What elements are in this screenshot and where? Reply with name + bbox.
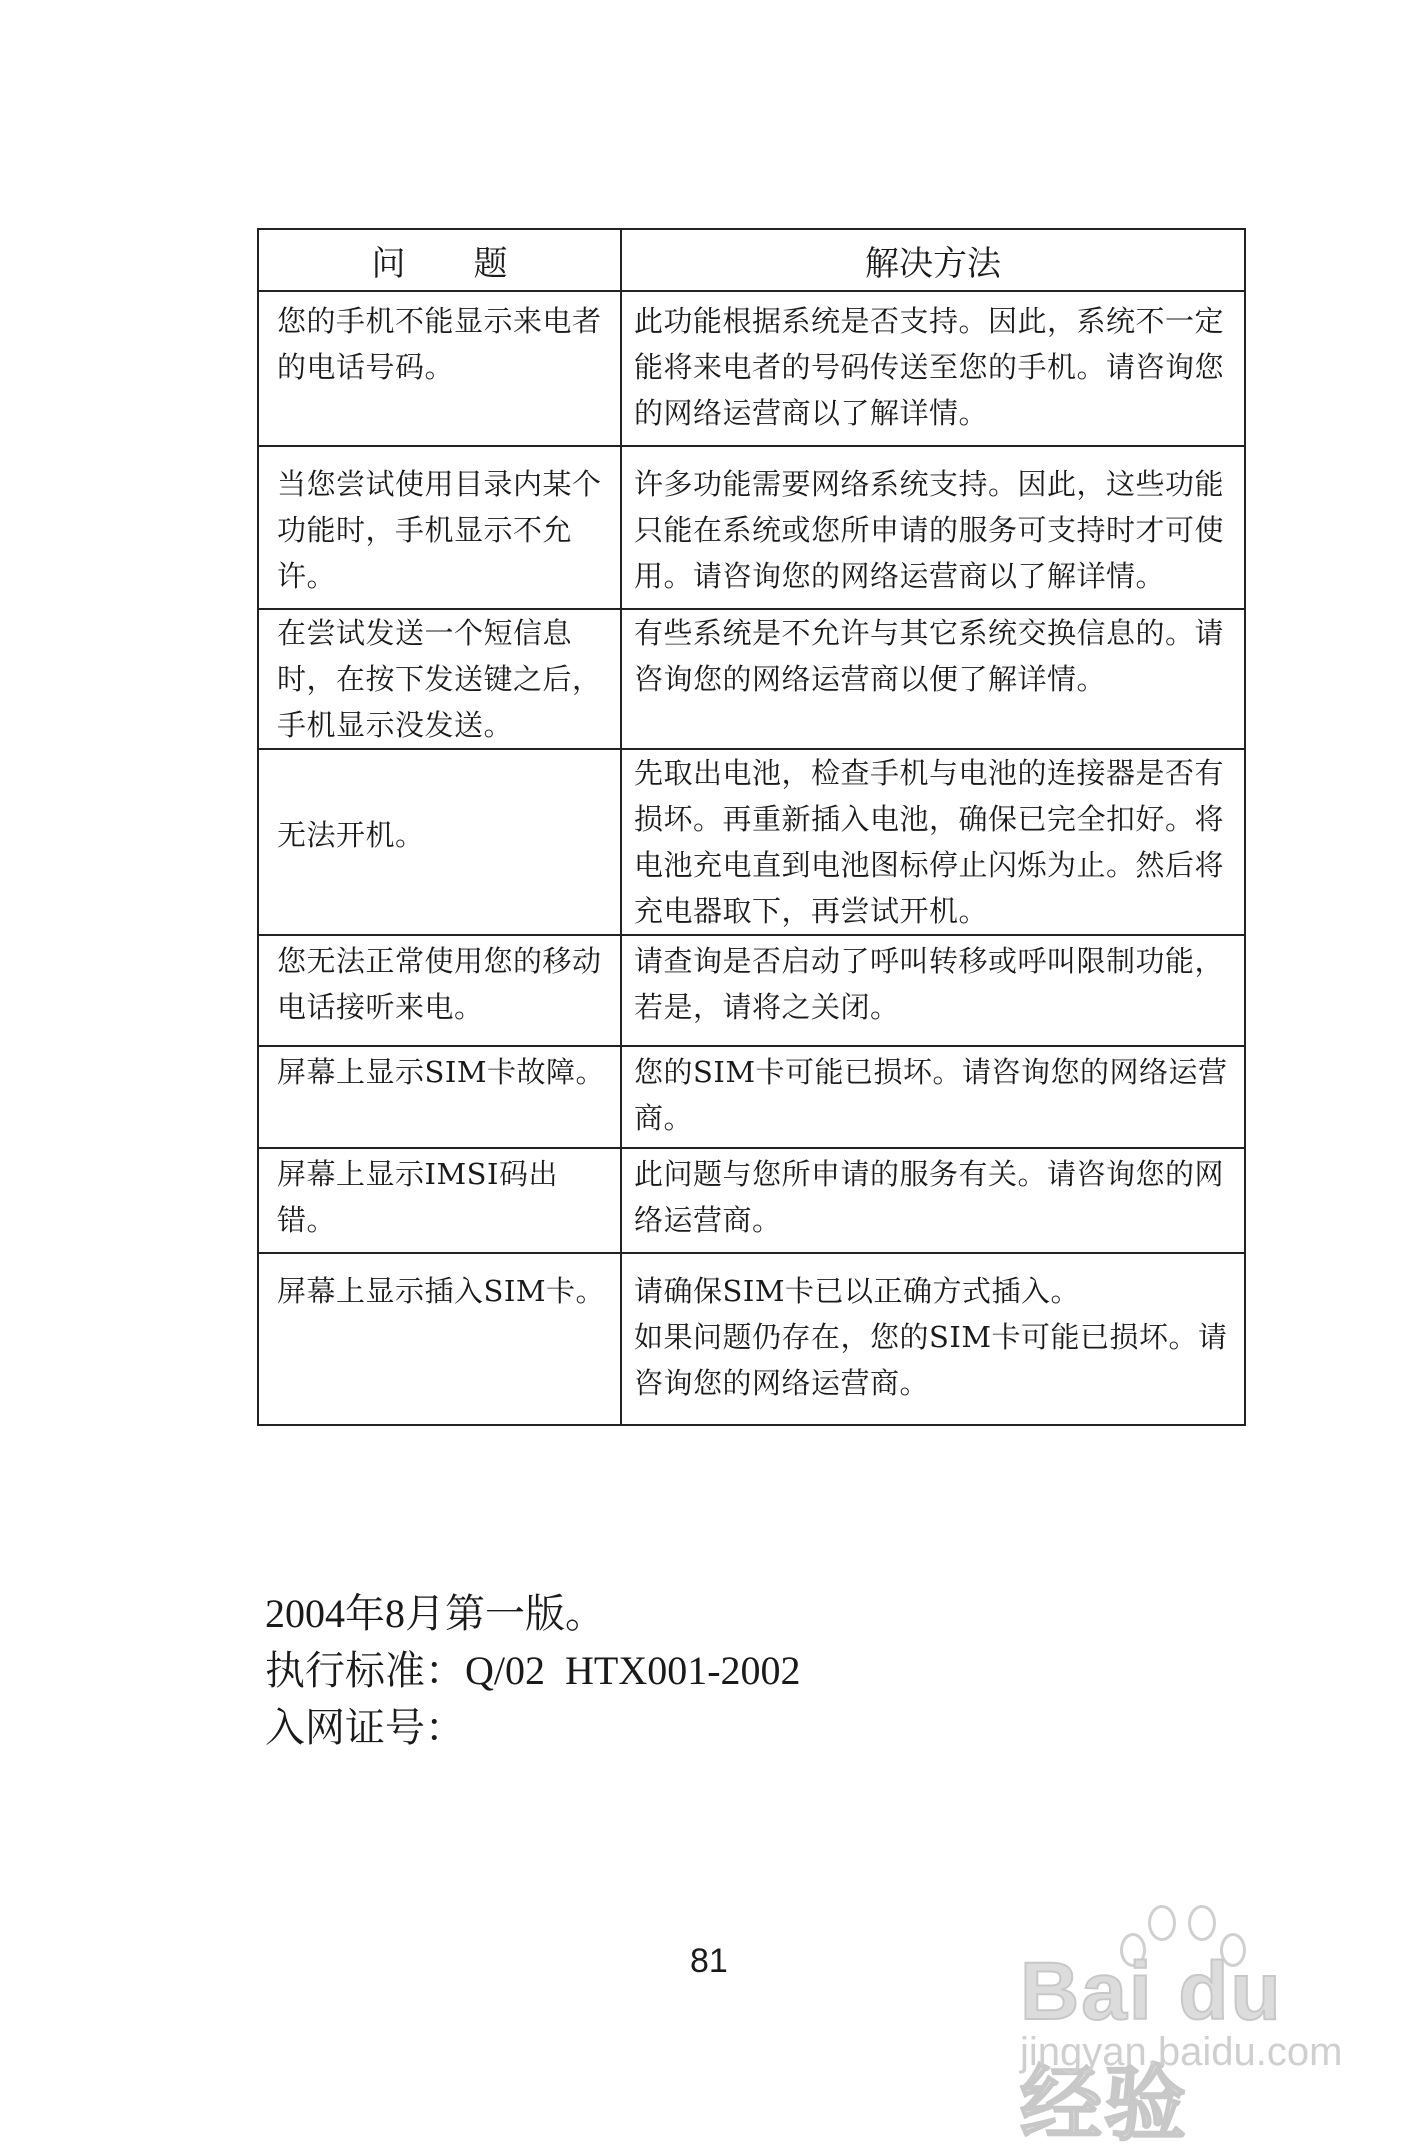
solution-cell: 您的SIM卡可能已损坏。请咨询您的网络运营商。 — [621, 1046, 1245, 1148]
problem-cell: 当您尝试使用目录内某个功能时，手机显示不允许。 — [258, 446, 621, 609]
license-line: 入网证号： — [265, 1705, 465, 1750]
table-row — [258, 1046, 1245, 1148]
watermark-logo: Bai du 经验 — [1020, 1946, 1283, 2150]
edition-info — [265, 1585, 801, 1756]
watermark-url: jingyan.baidu.com — [1020, 2030, 1343, 2074]
problem-cell: 屏幕上显示插入SIM卡。 — [258, 1253, 621, 1425]
problem-cell: 屏幕上显示SIM卡故障。 — [258, 1046, 621, 1148]
table-row — [258, 1148, 1245, 1253]
paw-icon — [1148, 1905, 1176, 1941]
troubleshooting-table — [257, 228, 1246, 1426]
solution-cell: 此问题与您所申请的服务有关。请咨询您的网络运营商。 — [621, 1148, 1245, 1253]
table-row — [258, 1253, 1245, 1425]
baidu-watermark — [1020, 1905, 1360, 2150]
solution-cell: 许多功能需要网络系统支持。因此，这些功能只能在系统或您所申请的服务可支持时才可使用。请咨询您的网络运营商以了解详情。 — [621, 446, 1245, 609]
problem-cell: 在尝试发送一个短信息时，在按下发送键之后，手机显示没发送。 — [258, 609, 621, 749]
table-header-row — [258, 229, 1245, 291]
paw-icon — [1188, 1905, 1216, 1941]
header-problem: 问 题 — [258, 229, 621, 291]
table-row — [258, 291, 1245, 446]
problem-cell: 您的手机不能显示来电者的电话号码。 — [258, 291, 621, 446]
solution-cell: 有些系统是不允许与其它系统交换信息的。请咨询您的网络运营商以便了解详情。 — [621, 609, 1245, 749]
header-solution: 解决方法 — [621, 229, 1245, 291]
table-row — [258, 609, 1245, 749]
standard-line: 执行标准：Q/02 HTX001-2002 — [265, 1648, 801, 1693]
page-number: 81 — [690, 1942, 728, 1980]
table-row — [258, 749, 1245, 935]
table-row — [258, 446, 1245, 609]
edition-line: 2004年8月第一版。 — [265, 1591, 605, 1636]
problem-cell: 无法开机。 — [258, 749, 621, 935]
solution-cell: 请查询是否启动了呼叫转移或呼叫限制功能，若是，请将之关闭。 — [621, 935, 1245, 1046]
table-row — [258, 935, 1245, 1046]
problem-cell: 您无法正常使用您的移动电话接听来电。 — [258, 935, 621, 1046]
problem-cell: 屏幕上显示IMSI码出错。 — [258, 1148, 621, 1253]
solution-cell: 此功能根据系统是否支持。因此，系统不一定能将来电者的号码传送至您的手机。请咨询您的网络运营商以了解详情。 — [621, 291, 1245, 446]
solution-cell: 请确保SIM卡已以正确方式插入。 如果问题仍存在，您的SIM卡可能已损坏。请咨询您的网络运营商。 — [621, 1253, 1245, 1425]
solution-cell: 先取出电池，检查手机与电池的连接器是否有损坏。再重新插入电池，确保已完全扣好。将电池充电直到电池图标停止闪烁为止。然后将充电器取下，再尝试开机。 — [621, 749, 1245, 935]
